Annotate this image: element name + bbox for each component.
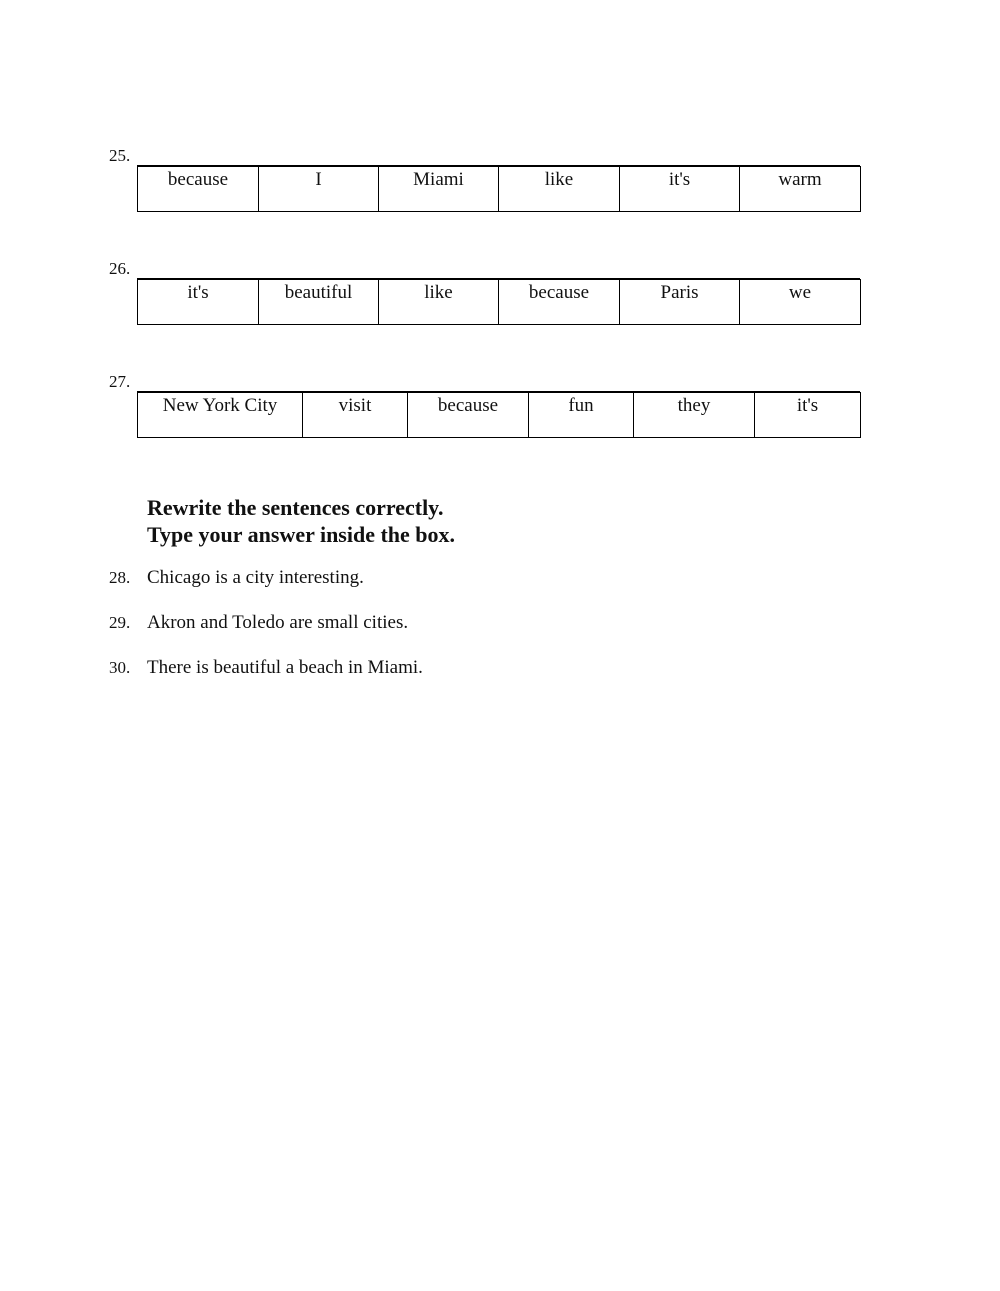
word-cell: visit xyxy=(303,393,408,438)
word-cell: it's xyxy=(620,167,740,212)
question-number-26: 26. xyxy=(109,259,131,278)
sentence-number: 28. xyxy=(109,568,131,587)
word-box-27 xyxy=(137,392,861,438)
word-cell: because xyxy=(408,393,529,438)
sentence-text: There is beautiful a beach in Miami. xyxy=(147,657,423,678)
instruction-heading-2: Type your answer inside the box. xyxy=(147,522,456,547)
sentence-item xyxy=(109,612,408,634)
word-cell: like xyxy=(379,280,499,325)
word-box-26 xyxy=(137,279,861,325)
word-cell: fun xyxy=(529,393,634,438)
word-cell: it's xyxy=(138,280,259,325)
word-cell: because xyxy=(499,280,620,325)
word-cell: like xyxy=(499,167,620,212)
sentence-item xyxy=(109,657,423,679)
word-cell: because xyxy=(138,167,259,212)
word-cell: warm xyxy=(740,167,861,212)
word-box-25 xyxy=(137,166,861,212)
question-number-25: 25. xyxy=(109,146,131,165)
word-cell: they xyxy=(634,393,755,438)
word-cell: it's xyxy=(755,393,861,438)
sentence-text: Chicago is a city interesting. xyxy=(147,567,364,588)
word-cell: Miami xyxy=(379,167,499,212)
sentence-item xyxy=(109,567,364,589)
question-number-27: 27. xyxy=(109,372,131,391)
word-cell: Paris xyxy=(620,280,740,325)
word-cell: beautiful xyxy=(259,280,379,325)
sentence-number: 30. xyxy=(109,658,131,677)
word-cell: I xyxy=(259,167,379,212)
sentence-number: 29. xyxy=(109,613,131,632)
instruction-heading-1: Rewrite the sentences correctly. xyxy=(147,495,444,520)
word-cell: we xyxy=(740,280,861,325)
sentence-text: Akron and Toledo are small cities. xyxy=(147,612,409,633)
word-cell: New York City xyxy=(138,393,303,438)
